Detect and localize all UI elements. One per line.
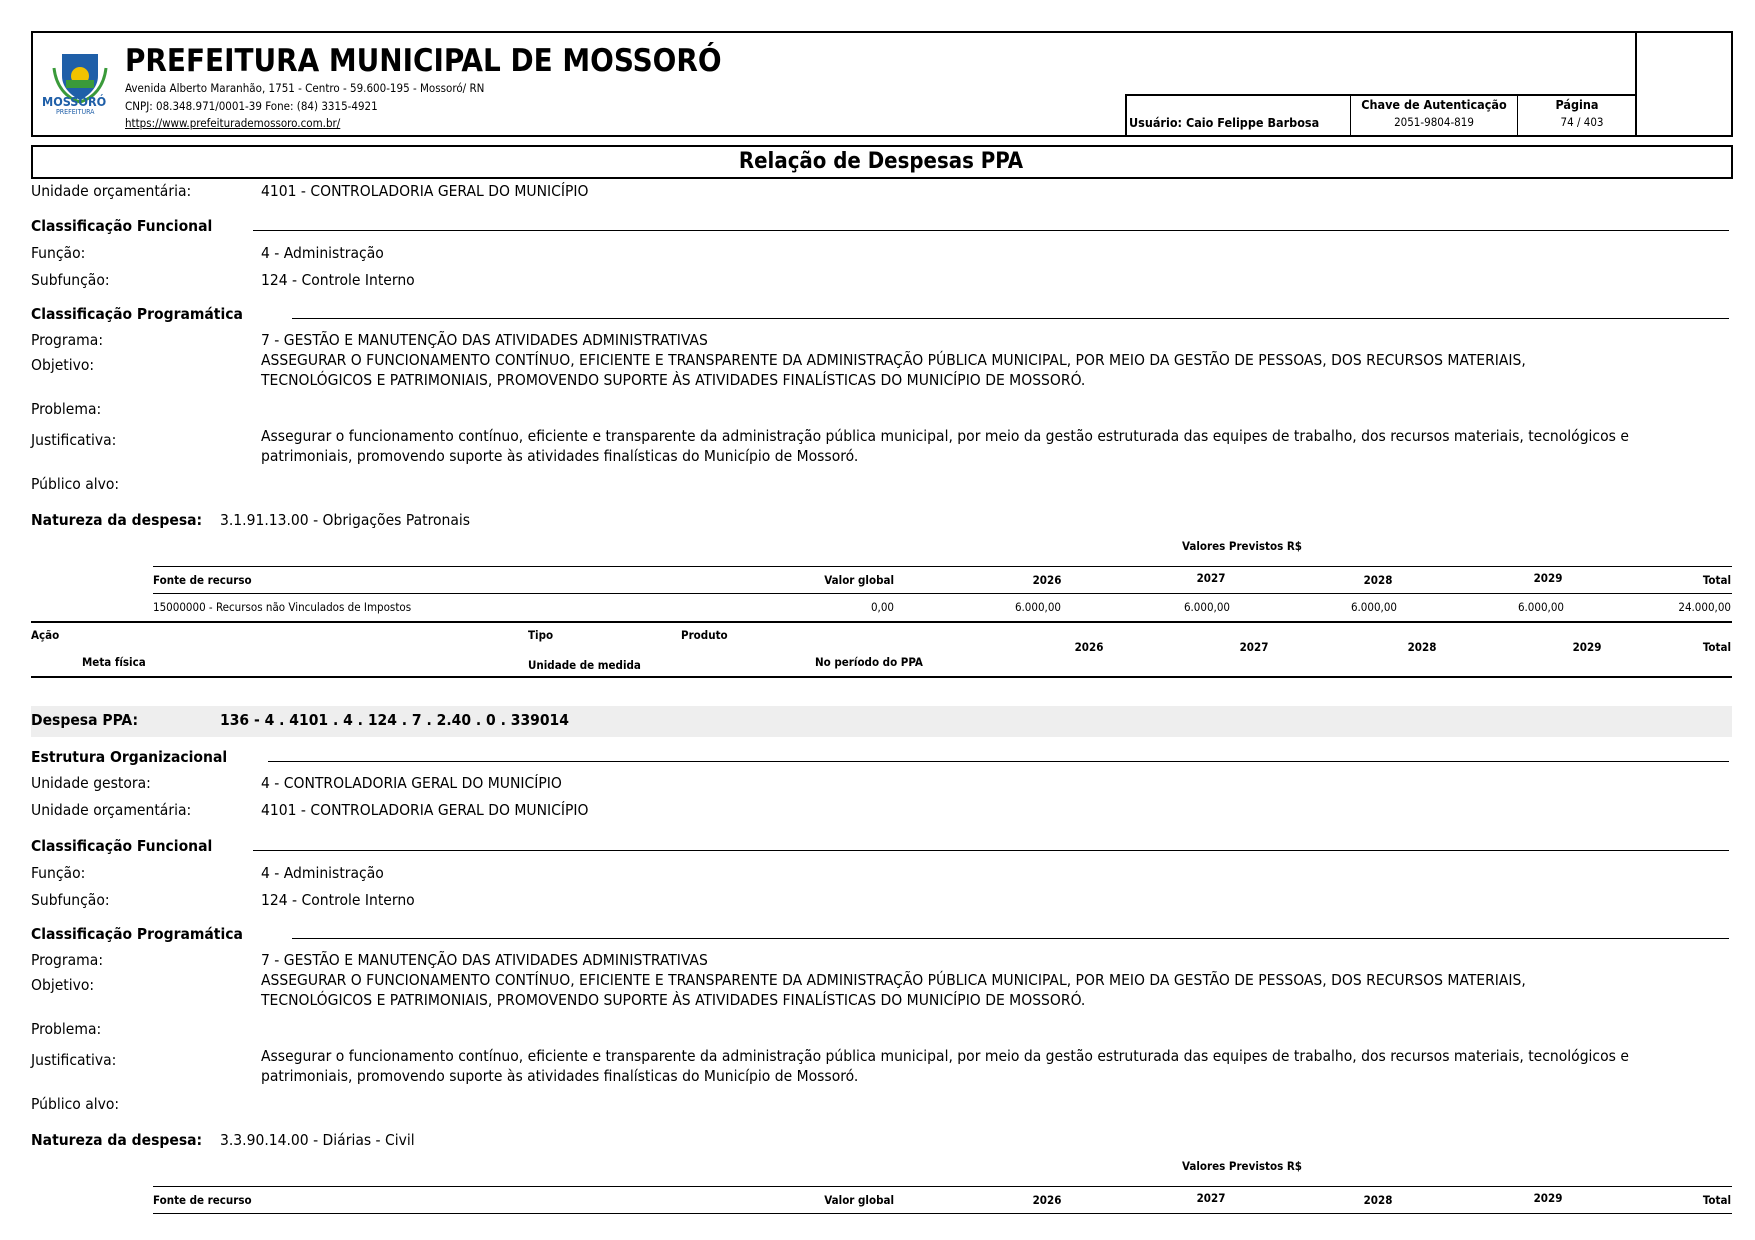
col-meta-2029: 2029 <box>1572 640 1602 654</box>
col-acao: Ação <box>31 628 60 642</box>
justificativa-text-line-2: patrimoniais, promovendo suporte às atividades finalísticas do Município de Mossoró. <box>261 1067 859 1085</box>
despesa-ppa-label: Despesa PPA: <box>31 711 139 729</box>
col-valor-global: Valor global <box>824 1193 894 1207</box>
subfuncao-value: 124 - Controle Interno <box>261 891 415 909</box>
objetivo-text-line-2: TECNOLÓGICOS E PATRIMONIAIS, PROMOVENDO SUPORTE ÀS ATIVIDADES FINALÍSTICAS DO MUNICÍPIO DE MOSSORÓ. <box>261 371 1086 389</box>
subfuncao-value: 124 - Controle Interno <box>261 271 415 289</box>
publico-alvo-label: Público alvo: <box>31 1095 120 1113</box>
col-tipo: Tipo <box>528 628 554 642</box>
objetivo-text-line-1: ASSEGURAR O FUNCIONAMENTO CONTÍNUO, EFICIENTE E TRANSPARENTE DA ADMINISTRAÇÃO PÚBLICA MUNICIPAL, POR MEIO DA GESTÃO DE PESSOAS, DOS RECURSOS MATERIAIS, <box>261 351 1526 369</box>
unidade-gestora-label: Unidade gestora: <box>31 774 151 792</box>
table-thick-rule <box>31 676 1732 678</box>
subfuncao-label: Subfunção: <box>31 271 110 289</box>
subfuncao-label: Subfunção: <box>31 891 110 909</box>
org-address: Avenida Alberto Maranhão, 1751 - Centro - 59.600-195 - Mossoró/ RN <box>125 81 485 95</box>
section-classificacao-programatica: Classificação Programática <box>31 925 243 943</box>
table-thick-rule <box>31 621 1732 623</box>
justificativa-text-line-1: Assegurar o funcionamento contínuo, eficiente e transparente da administração pública municipal, por meio da gestão estruturada das equipes de trabalho, dos recursos materiais, tecnológicos e <box>261 427 1629 445</box>
fonte-table-top-rule <box>153 1186 1732 1187</box>
valores-previstos-heading: Valores Previstos R$ <box>1181 539 1303 553</box>
unidade-orcamentaria-value: 4101 - CONTROLADORIA GERAL DO MUNICÍPIO <box>261 801 589 819</box>
justificativa-label: Justificativa: <box>31 1051 117 1069</box>
value-2029-cell: 6.000,00 <box>1517 600 1564 614</box>
objetivo-label: Objetivo: <box>31 976 95 994</box>
programa-label: Programa: <box>31 331 104 349</box>
org-contact: CNPJ: 08.348.971/0001-39 Fone: (84) 3315-4921 <box>125 99 378 113</box>
funcao-label: Função: <box>31 244 86 262</box>
logo <box>42 48 112 118</box>
page-number: 74 / 403 <box>1560 115 1604 129</box>
fonte-cell: 15000000 - Recursos não Vinculados de Impostos <box>153 600 412 614</box>
col-fonte-de-recurso: Fonte de recurso <box>153 573 252 587</box>
col-unidade-medida: Unidade de medida <box>528 658 641 672</box>
col-valor-global: Valor global <box>824 573 894 587</box>
funcao-label: Função: <box>31 864 86 882</box>
col-meta-2027: 2027 <box>1239 640 1269 654</box>
divider <box>1350 94 1351 136</box>
value-2026-cell: 6.000,00 <box>1014 600 1061 614</box>
auth-key-value: 2051-9804-819 <box>1394 115 1474 129</box>
col-2026: 2026 <box>1032 1193 1062 1207</box>
justificativa-text-line-1: Assegurar o funcionamento contínuo, eficiente e transparente da administração pública municipal, por meio da gestão estruturada das equipes de trabalho, dos recursos materiais, tecnológicos e <box>261 1047 1629 1065</box>
section-classificacao-funcional: Classificação Funcional <box>31 837 213 855</box>
col-2029: 2029 <box>1533 571 1563 585</box>
programa-value: 7 - GESTÃO E MANUTENÇÃO DAS ATIVIDADES ADMINISTRATIVAS <box>261 331 708 349</box>
unidade-gestora-value: 4 - CONTROLADORIA GERAL DO MUNICÍPIO <box>261 774 562 792</box>
divider <box>1125 94 1127 136</box>
col-meta-fisica: Meta física <box>82 655 146 669</box>
divider <box>1125 94 1636 96</box>
section-classificacao-programatica-rule <box>292 938 1729 939</box>
logo-text: MOSSORÓ <box>42 94 107 109</box>
user-label: Usuário: Caio Felippe Barbosa <box>1129 115 1320 130</box>
col-periodo-ppa: No período do PPA <box>815 655 923 669</box>
natureza-label: Natureza da despesa: <box>31 511 203 529</box>
problema-label: Problema: <box>31 1020 102 1038</box>
col-fonte-de-recurso: Fonte de recurso <box>153 1193 252 1207</box>
col-total: Total <box>1702 573 1731 587</box>
col-2029: 2029 <box>1533 1191 1563 1205</box>
col-2028: 2028 <box>1363 573 1393 587</box>
section-classificacao-funcional-rule <box>253 850 1729 851</box>
unidade-orcamentaria-value: 4101 - CONTROLADORIA GERAL DO MUNICÍPIO <box>261 182 589 200</box>
objetivo-text-line-2: TECNOLÓGICOS E PATRIMONIAIS, PROMOVENDO SUPORTE ÀS ATIVIDADES FINALÍSTICAS DO MUNICÍPIO DE MOSSORÓ. <box>261 991 1086 1009</box>
natureza-value: 3.3.90.14.00 - Diárias - Civil <box>220 1131 415 1149</box>
natureza-value: 3.1.91.13.00 - Obrigações Patronais <box>220 511 471 529</box>
org-title: PREFEITURA MUNICIPAL DE MOSSORÓ <box>125 43 722 79</box>
despesa-ppa-code: 136 - 4 . 4101 . 4 . 124 . 7 . 2.40 . 0 . 339014 <box>220 711 569 729</box>
section-classificacao-programatica: Classificação Programática <box>31 305 243 323</box>
programa-label: Programa: <box>31 951 104 969</box>
col-meta-2026: 2026 <box>1074 640 1104 654</box>
programa-value: 7 - GESTÃO E MANUTENÇÃO DAS ATIVIDADES ADMINISTRATIVAS <box>261 951 708 969</box>
valores-previstos-heading: Valores Previstos R$ <box>1181 1159 1303 1173</box>
fonte-table-header-rule <box>153 593 1732 594</box>
value-2027-cell: 6.000,00 <box>1183 600 1230 614</box>
unidade-orcamentaria-label: Unidade orçamentária: <box>31 801 192 819</box>
logo-subtext: PREFEITURA <box>56 108 95 116</box>
org-website-link[interactable]: https://www.prefeiturademossoro.com.br/ <box>125 116 341 130</box>
col-2028: 2028 <box>1363 1193 1393 1207</box>
col-2027: 2027 <box>1196 1191 1226 1205</box>
col-meta-total: Total <box>1702 640 1731 654</box>
divider <box>1635 31 1637 137</box>
objetivo-text-line-1: ASSEGURAR O FUNCIONAMENTO CONTÍNUO, EFICIENTE E TRANSPARENTE DA ADMINISTRAÇÃO PÚBLICA MUNICIPAL, POR MEIO DA GESTÃO DE PESSOAS, DOS RECURSOS MATERIAIS, <box>261 971 1526 989</box>
section-classificacao-funcional: Classificação Funcional <box>31 217 213 235</box>
auth-key-label: Chave de Autenticação <box>1361 97 1507 112</box>
problema-label: Problema: <box>31 400 102 418</box>
col-total: Total <box>1702 1193 1731 1207</box>
fonte-table-header-rule <box>153 1213 1732 1214</box>
report-title: Relação de Despesas PPA <box>738 149 1024 174</box>
col-2027: 2027 <box>1196 571 1226 585</box>
value-2028-cell: 6.000,00 <box>1350 600 1397 614</box>
section-classificacao-funcional-rule <box>253 230 1729 231</box>
fonte-table-top-rule <box>153 566 1732 567</box>
page-label: Página <box>1555 97 1599 112</box>
col-produto: Produto <box>681 628 728 642</box>
col-meta-2028: 2028 <box>1407 640 1437 654</box>
col-2026: 2026 <box>1032 573 1062 587</box>
objetivo-label: Objetivo: <box>31 356 95 374</box>
valor-global-cell: 0,00 <box>870 600 894 614</box>
section-classificacao-programatica-rule <box>292 318 1729 319</box>
funcao-value: 4 - Administração <box>261 244 384 262</box>
natureza-label: Natureza da despesa: <box>31 1131 203 1149</box>
funcao-value: 4 - Administração <box>261 864 384 882</box>
section-estrutura-organizacional: Estrutura Organizacional <box>31 748 228 766</box>
unidade-orcamentaria-label: Unidade orçamentária: <box>31 182 192 200</box>
section-estrutura-organizacional-rule <box>268 761 1729 762</box>
divider <box>1517 94 1518 136</box>
justificativa-label: Justificativa: <box>31 431 117 449</box>
justificativa-text-line-2: patrimoniais, promovendo suporte às atividades finalísticas do Município de Mossoró. <box>261 447 859 465</box>
value-total-cell: 24.000,00 <box>1678 600 1731 614</box>
publico-alvo-label: Público alvo: <box>31 475 120 493</box>
